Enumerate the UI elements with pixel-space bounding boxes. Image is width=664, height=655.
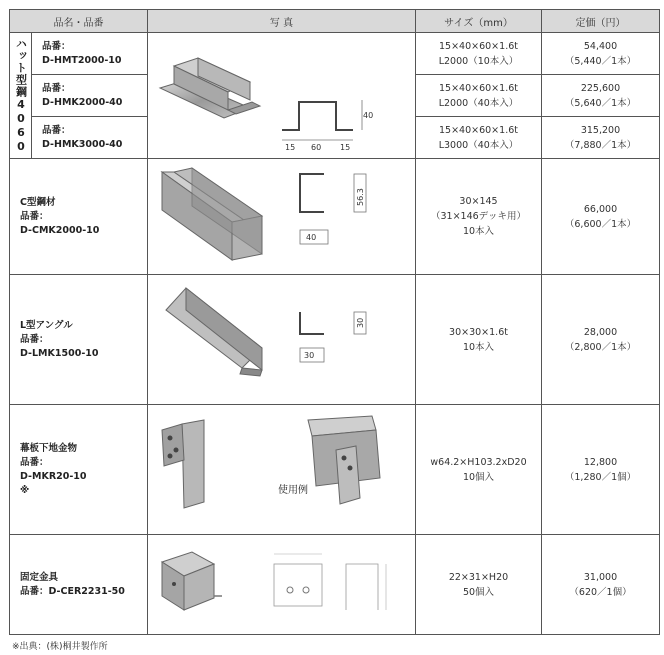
price-value: 66,000: [583, 203, 618, 215]
c-channel-photo-cell: [148, 159, 416, 275]
header-photo: 写 真: [148, 10, 416, 33]
table-row: [10, 535, 660, 635]
size-cell: [416, 159, 542, 275]
dim-h: 30: [356, 317, 365, 328]
fixing-photo-cell: [148, 535, 416, 635]
price-cell: [542, 159, 660, 275]
angle-image: [148, 276, 415, 404]
size-text: 50個入: [462, 586, 495, 598]
hat-steel-image: [148, 36, 415, 156]
table-row: [10, 159, 660, 275]
code-label: 品番：: [42, 124, 71, 136]
unit-price: （620／1個）: [569, 586, 632, 598]
product-name: L型アングル: [20, 319, 73, 331]
bracket-image: [148, 406, 415, 534]
header-name: 品名・品番: [10, 10, 148, 33]
code-label: 品番：: [20, 333, 49, 345]
dim-w1: 15: [285, 142, 296, 152]
unit-price: （2,800／1本）: [564, 341, 637, 353]
unit-price: （7,880／1本）: [564, 139, 637, 151]
price-cell: [542, 75, 660, 117]
product-code: D-CMK2000-10: [20, 224, 100, 236]
size-cell: [416, 75, 542, 117]
size-text: L2000（10本入）: [438, 55, 519, 67]
size-text: （31×146デッキ用）: [431, 211, 526, 222]
usage-example-label: 使用例: [278, 485, 308, 496]
size-cell: [416, 535, 542, 635]
dim-w2: 60: [311, 142, 322, 152]
product-code-cell: [32, 33, 148, 75]
dim-h: 56.3: [356, 187, 365, 206]
price-value: 225,600: [580, 82, 621, 94]
product-code: D-MKR20-10: [20, 470, 87, 482]
product-code: D-HMK3000-40: [42, 138, 123, 150]
size-text: w64.2×H103.2xD20: [430, 456, 527, 468]
product-code: 品番：D-CER2231-50: [20, 585, 125, 597]
unit-price: （1,280／1個）: [564, 471, 637, 483]
size-text: 10本入: [462, 341, 495, 353]
product-name-cell: [10, 159, 148, 275]
dim-h: 40: [363, 110, 374, 120]
angle-photo-cell: [148, 275, 416, 405]
size-text: L2000（40本入）: [438, 97, 519, 109]
product-name-cell: [10, 535, 148, 635]
header-price: 定価（円）: [542, 10, 660, 33]
product-code: D-HMT2000-10: [42, 54, 122, 66]
size-cell: [416, 33, 542, 75]
product-name: 固定金具: [20, 571, 59, 583]
code-label: 品番：: [42, 40, 71, 52]
code-label: 品番：: [20, 210, 49, 222]
size-text: 15×40×60×1.6t: [439, 82, 518, 94]
code-label: 品番：: [20, 456, 49, 468]
table-row: [10, 405, 660, 535]
price-value: 12,800: [583, 456, 618, 468]
product-code-cell: [32, 117, 148, 159]
price-value: 315,200: [580, 124, 621, 136]
bracket-photo-cell: [148, 405, 416, 535]
fixing-bracket-image: [148, 536, 415, 634]
note-mark: ※: [20, 484, 30, 496]
hat-photo-cell: [148, 33, 416, 159]
product-name: 幕板下地金物: [20, 442, 78, 454]
price-cell: [542, 535, 660, 635]
product-table: [9, 9, 660, 635]
size-text: 30×145: [459, 196, 498, 207]
product-code-cell: [32, 75, 148, 117]
size-text: 10個入: [462, 471, 495, 483]
unit-price: （6,600／1本）: [564, 218, 637, 230]
product-code: D-LMK1500-10: [20, 347, 99, 359]
table-row: [10, 33, 660, 75]
dim-w3: 15: [340, 142, 351, 152]
header-row: [10, 10, 660, 33]
price-value: 28,000: [583, 326, 618, 338]
source-footnote: ※出典：(株)桐井製作所: [12, 642, 108, 652]
product-name-cell: [10, 275, 148, 405]
unit-price: （5,440／1本）: [564, 55, 637, 67]
price-value: 31,000: [583, 571, 618, 583]
size-text: 10本入: [462, 226, 495, 237]
price-cell: [542, 405, 660, 535]
dim-w: 30: [304, 350, 315, 360]
product-name-cell: [10, 405, 148, 535]
size-text: 15×40×60×1.6t: [439, 124, 518, 136]
unit-price: （5,640／1本）: [564, 97, 637, 109]
size-cell: [416, 275, 542, 405]
product-name: C型鋼材: [20, 196, 56, 208]
c-channel-image: [148, 160, 415, 274]
price-cell: [542, 275, 660, 405]
size-cell: [416, 405, 542, 535]
dim-w: 40: [306, 232, 317, 242]
price-value: 54,400: [583, 40, 618, 52]
size-cell: [416, 117, 542, 159]
price-cell: [542, 117, 660, 159]
group-label: ハット型鋼4060: [14, 37, 28, 154]
header-size: サイズ（mm）: [416, 10, 542, 33]
product-code: D-HMK2000-40: [42, 96, 123, 108]
size-text: 22×31×H20: [448, 571, 509, 583]
price-cell: [542, 33, 660, 75]
size-text: 30×30×1.6t: [449, 326, 508, 338]
code-label: 品番：: [42, 82, 71, 94]
table-row: [10, 275, 660, 405]
group-label-cell: [10, 33, 32, 159]
size-text: 15×40×60×1.6t: [439, 40, 518, 52]
size-text: L3000（40本入）: [438, 139, 519, 151]
